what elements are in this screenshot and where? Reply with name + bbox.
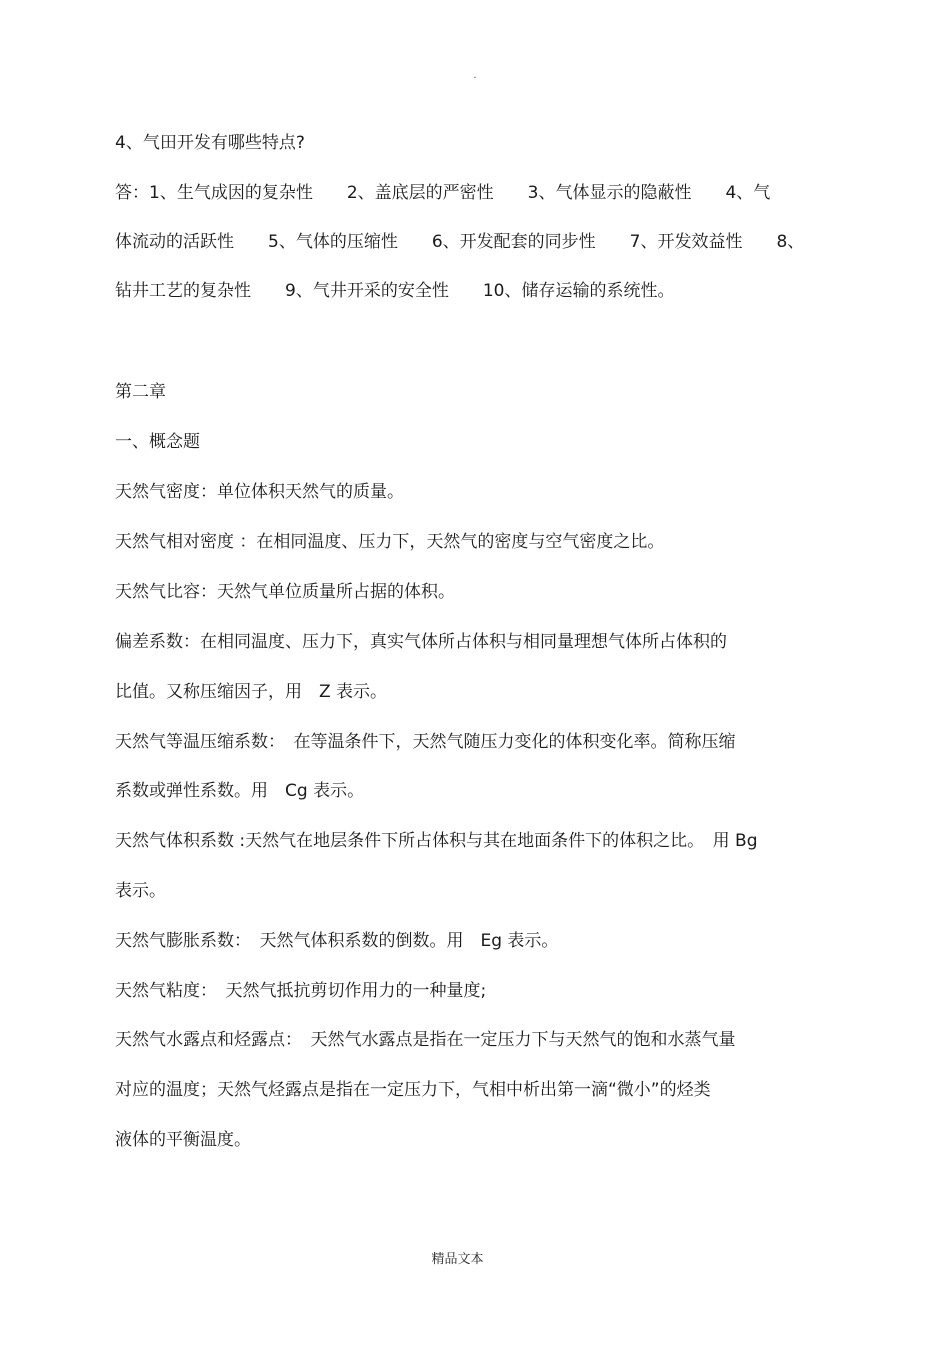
definition-dew-point-cont-2: 液体的平衡温度。: [115, 1130, 251, 1150]
answer-line-1: 答：1、生气成因的复杂性 2、盖底层的严密性 3、气体显示的隐蔽性 4、气: [115, 183, 771, 203]
definition-deviation-factor-cont: 比值。又称压缩因子，用 Z 表示。: [115, 682, 388, 702]
page-footer: 精品文本: [431, 1252, 484, 1267]
definition-volume-factor: 天然气体积系数 :天然气在地层条件下所占体积与其在地面条件下的体积之比。 用 Bg: [115, 831, 758, 851]
section-heading: 一、概念题: [115, 432, 200, 452]
definition-relative-density: 天然气相对密度 ：在相同温度、压力下，天然气的密度与空气密度之比。: [115, 532, 665, 552]
definition-compressibility: 天然气等温压缩系数： 在等温条件下，天然气随压力变化的体积变化率。简称压缩: [115, 732, 736, 752]
question-heading: 4、气田开发有哪些特点?: [115, 133, 305, 153]
definition-volume-factor-cont: 表示。: [115, 881, 166, 901]
definition-compressibility-cont: 系数或弹性系数。用 Cg 表示。: [115, 781, 365, 801]
definition-dew-point-cont-1: 对应的温度；天然气烃露点是指在一定压力下，气相中析出第一滴“微小”的烃类: [115, 1080, 711, 1100]
answer-line-2: 体流动的活跃性 5、气体的压缩性 6、开发配套的同步性 7、开发效益性 8、: [115, 232, 805, 252]
definition-dew-point: 天然气水露点和烃露点： 天然气水露点是指在一定压力下与天然气的饱和水蒸气量: [115, 1030, 736, 1050]
definition-expansion-factor: 天然气膨胀系数： 天然气体积系数的倒数。用 Eg 表示。: [115, 931, 559, 951]
answer-line-3: 钻井工艺的复杂性 9、气井开采的安全性 10、储存运输的系统性。: [115, 281, 675, 301]
definition-specific-volume: 天然气比容：天然气单位质量所占据的体积。: [115, 582, 455, 602]
chapter-heading: 第二章: [115, 382, 166, 402]
header-mark: .: [473, 70, 477, 81]
definition-density: 天然气密度：单位体积天然气的质量。: [115, 482, 404, 502]
definition-deviation-factor: 偏差系数：在相同温度、压力下，真实气体所占体积与相同量理想气体所占体积的: [115, 632, 727, 652]
definition-viscosity: 天然气粘度： 天然气抵抗剪切作用力的一种量度;: [115, 981, 487, 1001]
